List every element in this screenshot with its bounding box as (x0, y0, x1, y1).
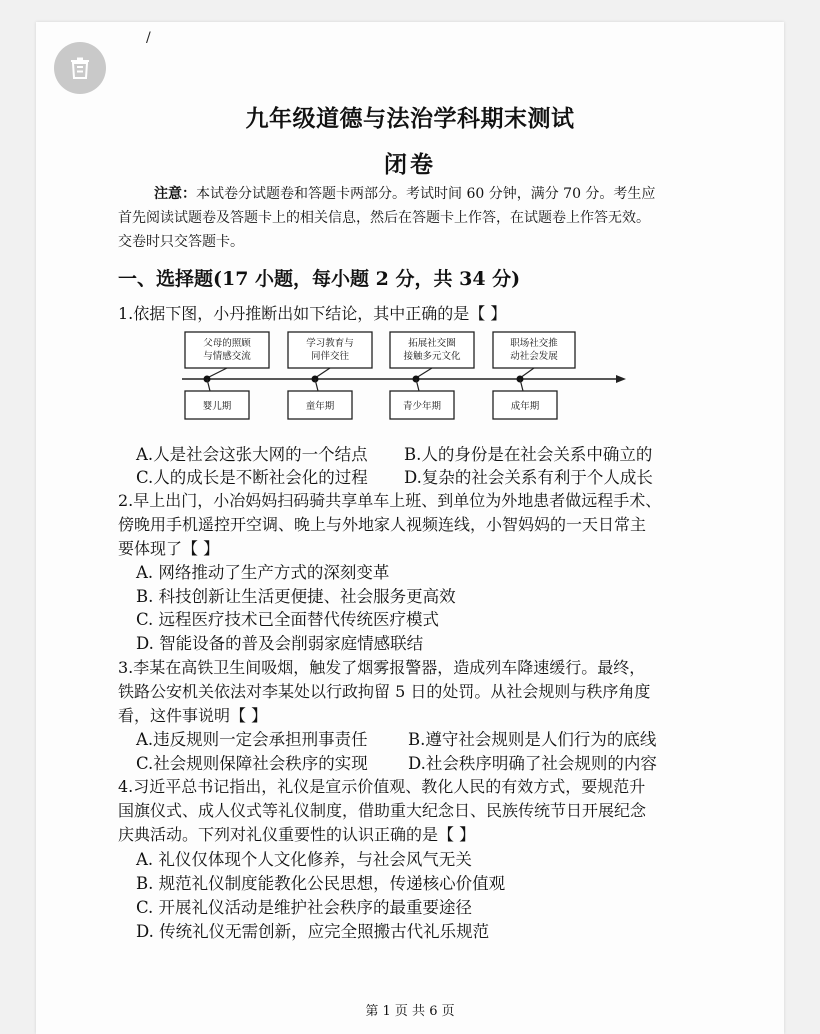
top-box-text: 动社会发展 (510, 351, 558, 362)
page-footer: 第 1 页 共 6 页 (365, 1004, 455, 1019)
q2-option-b: B. 科技创新让生活更便捷、社会服务更高效 (136, 587, 456, 606)
q1-stem: 1.依据下图，小丹推断出如下结论，其中正确的是【 】 (118, 304, 507, 323)
q4-option-c: C. 开展礼仪活动是维护社会秩序的最重要途径 (136, 898, 473, 917)
stage-label: 成年期 (510, 401, 540, 412)
q2-stem-line-3: 要体现了【 】 (118, 539, 220, 558)
timeline-stage-box (185, 379, 249, 419)
q3-stem-line-1: 3.李某在高铁卫生间吸烟，触发了烟雾报警器，造成列车降速缓行。最终， (118, 658, 646, 677)
arrow-head-icon (616, 375, 626, 383)
timeline-top-box (185, 332, 269, 378)
timeline-top-box (288, 332, 372, 378)
q2-option-d: D. 智能设备的普及会削弱家庭情感联结 (136, 634, 424, 653)
q3-option-d: D.社会秩序明确了社会规则的内容 (408, 754, 657, 773)
q2-option-a: A. 网络推动了生产方式的深刻变革 (136, 563, 390, 582)
q2-stem-line-1: 2.早上出门，小冶妈妈扫码骑共享单车上班、到单位为外地患者做远程手术、 (118, 491, 662, 510)
q4-stem-line-2: 国旗仪式、成人仪式等礼仪制度，借助重大纪念日、民族传统节日开展纪念 (118, 801, 647, 820)
notice-label: 注意： (154, 186, 196, 202)
q1-option-a: A.人是社会这张大网的一个结点 (136, 445, 368, 464)
q4-option-d: D. 传统礼仪无需创新，应完全照搬古代礼乐规范 (136, 922, 490, 941)
timeline-diagram (180, 328, 630, 428)
q1-option-c: C.人的成长是不断社会化的过程 (136, 468, 368, 487)
section-heading: 一、选择题(17 小题，每小题 2 分，共 34 分) (118, 268, 521, 290)
q4-option-a: A. 礼仪仅体现个人文化修养，与社会风气无关 (136, 850, 472, 869)
top-box-text: 同伴交往 (310, 351, 350, 362)
exam-title: 九年级道德与法治学科期末测试 (245, 105, 575, 132)
top-box-text: 学习教育与 (306, 338, 354, 349)
notice-line-3: 交卷时只交答题卡。 (118, 234, 244, 250)
stage-label: 婴儿期 (202, 401, 232, 412)
q2-stem-line-2: 傍晚用手机遥控开空调、晚上与外地家人视频连线，小智妈妈的一天日常主 (118, 515, 647, 534)
top-box-text: 拓展社交圈 (408, 338, 456, 349)
q4-option-b: B. 规范礼仪制度能教化公民思想，传递核心价值观 (136, 874, 506, 893)
trash-icon (67, 55, 93, 81)
top-box-text: 与情感交流 (203, 351, 251, 362)
timeline-top-box (493, 332, 575, 378)
q1-option-b: B.人的身份是在社会关系中确立的 (404, 445, 653, 464)
q4-stem-line-3: 庆典活动。下列对礼仪重要性的认识正确的是【 】 (118, 825, 476, 844)
notice-line-2: 首先阅读试题卷及答题卡上的相关信息，然后在答题卡上作答，在试题卷上作答无效。 (118, 210, 650, 226)
q3-stem-line-3: 看，这件事说明【 】 (118, 706, 268, 725)
top-box-text: 职场社交推 (510, 338, 558, 349)
exam-subtitle: 闭卷 (384, 151, 436, 178)
q2-option-c: C. 远程医疗技术已全面替代传统医疗模式 (136, 610, 440, 629)
timeline-top-box (390, 332, 474, 378)
q4-stem-line-1: 4.习近平总书记指出，礼仪是宣示价值观、教化人民的有效方式，要规范升 (118, 777, 646, 796)
stage-label: 童年期 (305, 401, 335, 412)
q1-option-d: D.复杂的社会关系有利于个人成长 (404, 468, 653, 487)
timeline-stage-box (288, 379, 352, 419)
q3-stem-line-2: 铁路公安机关依法对李某处以行政拘留 5 日的处罚。从社会规则与秩序角度 (118, 682, 651, 701)
top-box-text: 父母的照顾 (203, 338, 251, 349)
delete-button[interactable] (54, 42, 106, 94)
timeline-stage-box (493, 379, 557, 419)
timeline-stage-box (390, 379, 454, 419)
q3-option-a: A.违反规则一定会承担刑事责任 (136, 730, 368, 749)
stage-label: 青少年期 (402, 401, 442, 412)
q3-option-c: C.社会规则保障社会秩序的实现 (136, 754, 368, 773)
notice-line-1: 注意：本试卷分试题卷和答题卡两部分。考试时间 60 分钟，满分 70 分。考生应 (154, 186, 656, 202)
top-box-text: 接触多元文化 (403, 351, 461, 362)
q3-option-b: B.遵守社会规则是人们行为的底线 (408, 730, 657, 749)
corner-mark: / (146, 30, 151, 46)
